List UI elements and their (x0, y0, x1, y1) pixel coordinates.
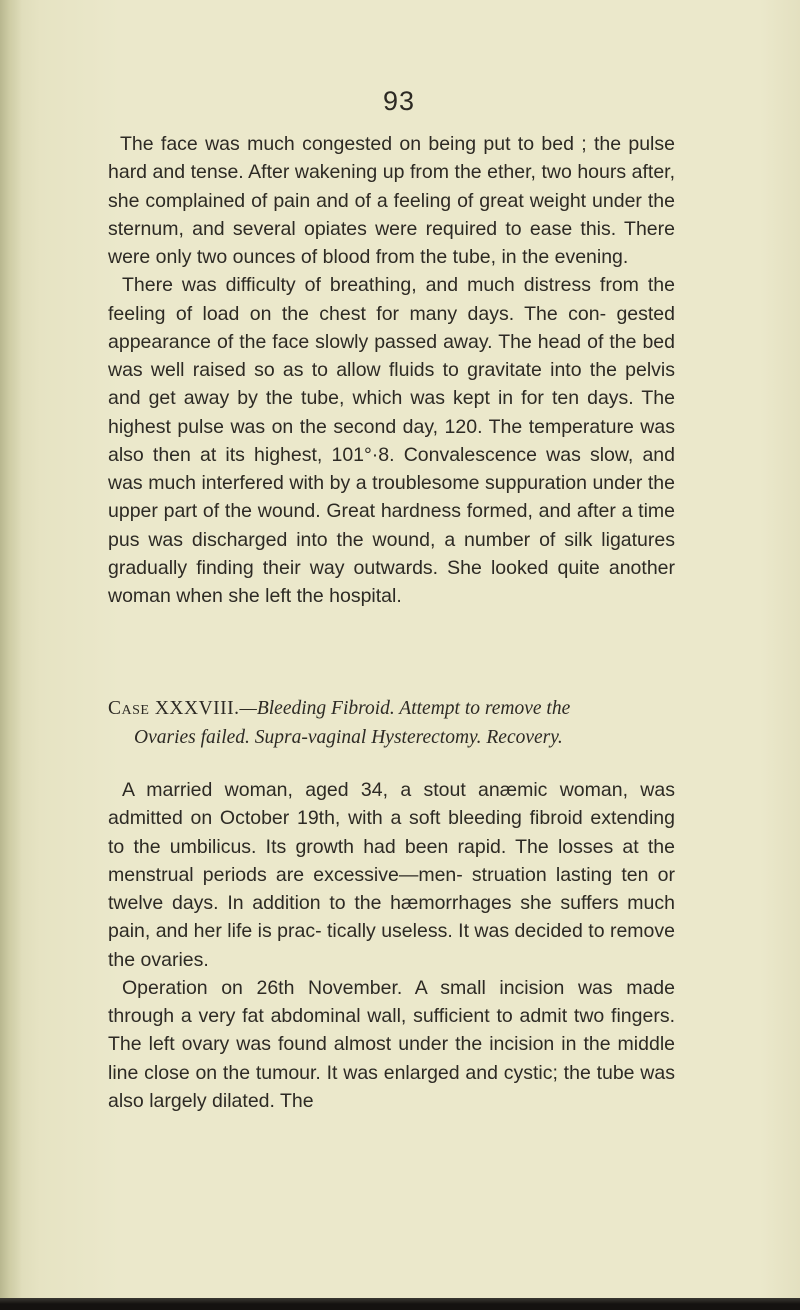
body-text-lower (108, 776, 675, 1115)
paragraph: The face was much congested on being put to bed ; the pulse hard and tense. After wakening up from the ether, two hours after, she complained of pain and of a feeling of great weight under the sternum, and several opiates were required to ease this. There were only two ounces of blood from the tube, in the evening. (108, 133, 675, 268)
bottom-edge-shadow (0, 1298, 800, 1310)
paragraph: A married woman, aged 34, a stout anæmic woman, was admitted on October 19th, with a soft bleeding fibroid extending to the umbilicus. Its growth had been rapid. The losses at the menstrual periods are excessive—men- struation lasting ten or twelve days. In addition to the hæmorrhages she suffers much pain, and her life is prac- tically useless. It was decided to remove the ovaries. (108, 779, 675, 971)
case-title-line1: —Bleeding Fibroid. Attempt to remove the (239, 698, 571, 719)
paragraph: Operation on 26th November. A small incision was made through a very fat abdominal wall, sufficient to admit two fingers. The left ovary was found almost under the incision in the middle line close on the tumour. It was enlarged and cystic; the tube was also largely dilated. The (108, 976, 675, 1112)
paragraph: There was difficulty of breathing, and much distress from the feeling of load on the chest for many days. The con- gested appearance of the face slowly passed away. The head of the bed was well raised so as to allow fluids to gravitate into the pelvis and get away by the tube, which was kept in for ten days. The highest pulse was on the second day, 120. The temperature was also then at its highest, 101°·8. Convalescence was slow, and was much interfered with by a troublesome suppuration under the upper part of the wound. Great hardness formed, and after a time pus was discharged into the wound, a number of silk ligatures gradually finding their way outwards. She looked quite another woman when she left the hospital. (108, 274, 675, 607)
page-binding-edge (0, 0, 22, 1310)
body-text-upper (108, 130, 675, 610)
page-number: 93 (382, 86, 416, 116)
case-title-line2: Ovaries failed. Supra-vaginal Hysterectomy. Recovery. (134, 727, 563, 748)
case-heading (108, 694, 708, 752)
case-label: Case XXXVIII. (108, 698, 240, 719)
